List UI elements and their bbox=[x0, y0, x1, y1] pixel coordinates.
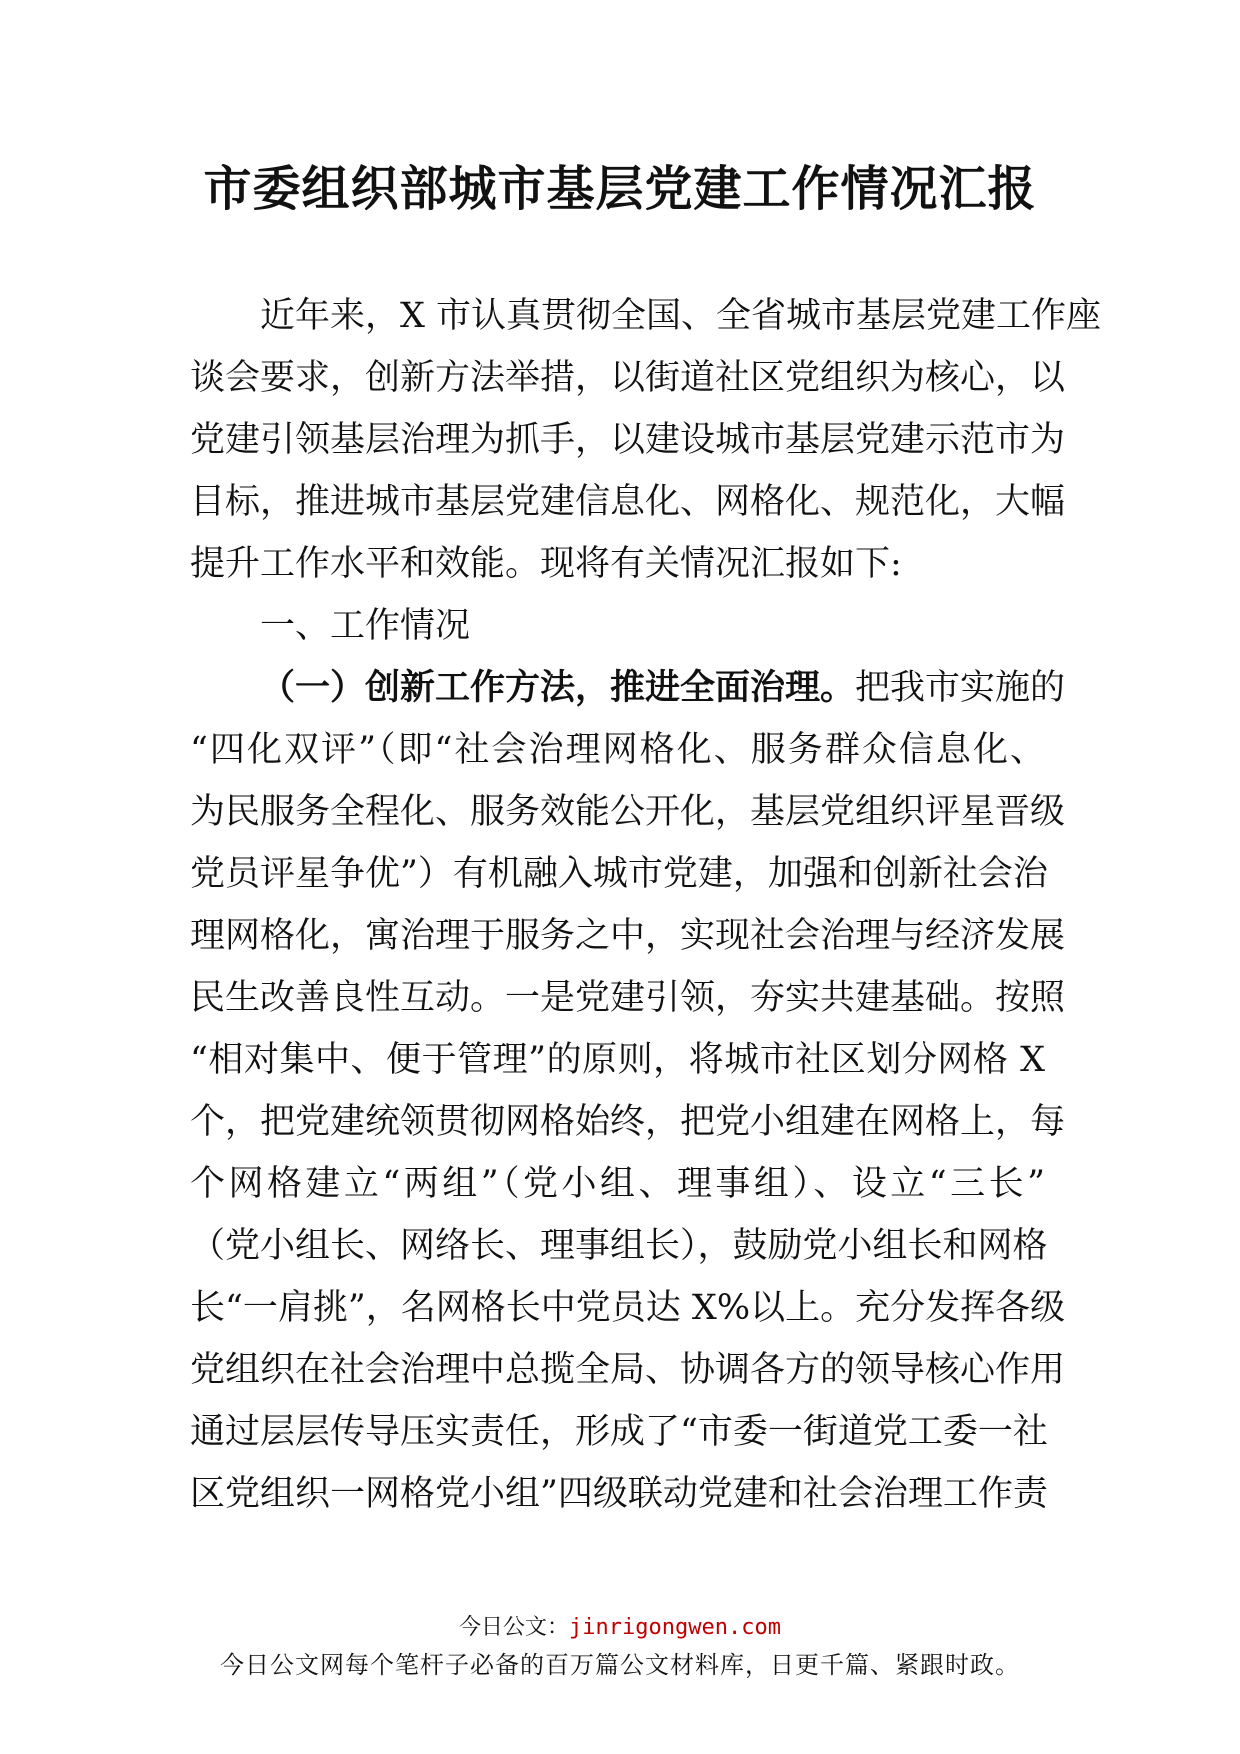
intro-line: 近年来，X 市认真贯彻全国、全省城市基层党建工作座 bbox=[260, 296, 1102, 336]
intro-line: 党建引领基层治理为抓手，以建设城市基层党建示范市为 bbox=[190, 420, 1066, 460]
footer-site-line bbox=[0, 1610, 1240, 1641]
subsection-first-line bbox=[190, 657, 1066, 719]
body-line: 党组织在社会治理中总揽全局、协调各方的领导核心作用 bbox=[190, 1350, 1066, 1390]
footer-site-link[interactable]: jinrigongwen.com bbox=[569, 1615, 781, 1640]
body-line: 理网格化，寓治理于服务之中，实现社会治理与经济发展 bbox=[190, 916, 1066, 956]
subsection-first-line-rest: 把我市实施的 bbox=[855, 668, 1066, 708]
document-body bbox=[190, 285, 1102, 1525]
body-line: 长“一肩挑”，名网格长中党员达 X%以上。充分发挥各级 bbox=[190, 1288, 1066, 1328]
footer-site-label: 今日公文： bbox=[459, 1615, 570, 1640]
body-line: 党员评星争优”）有机融入城市党建，加强和创新社会治 bbox=[190, 854, 1048, 894]
body-line: （党小组长、网络长、理事组长），鼓励党小组长和网格 bbox=[190, 1226, 1048, 1266]
body-line: 个，把党建统领贯彻网格始终，把党小组建在网格上，每 bbox=[190, 1102, 1066, 1142]
body-line: 通过层层传导压实责任，形成了“市委一街道党工委一社 bbox=[190, 1412, 1048, 1452]
body-line: 民生改善良性互动。一是党建引领，夯实共建基础。按照 bbox=[190, 978, 1066, 1018]
document-title: 市委组织部城市基层党建工作情况汇报 bbox=[203, 161, 1037, 217]
section-heading: 一、工作情况 bbox=[260, 606, 471, 646]
body-line: “相对集中、便于管理”的原则，将城市社区划分网格 X bbox=[190, 1040, 1045, 1080]
subsection-heading: （一）创新工作方法，推进全面治理。 bbox=[260, 668, 856, 708]
body-line: 为民服务全程化、服务效能公开化，基层党组织评星晋级 bbox=[190, 792, 1066, 832]
intro-line: 目标，推进城市基层党建信息化、网格化、规范化，大幅 bbox=[190, 482, 1066, 522]
body-line: 区党组织一网格党小组”四级联动党建和社会治理工作责 bbox=[190, 1474, 1048, 1514]
body-line: 个网格建立“两组”（党小组、理事组）、设立“三长” bbox=[190, 1164, 1045, 1204]
body-line: “四化双评”（即“社会治理网格化、服务群众信息化、 bbox=[190, 730, 1045, 770]
intro-line: 提升工作水平和效能。现将有关情况汇报如下: bbox=[190, 544, 902, 584]
footer-slogan: 今日公文网每个笔杆子必备的百万篇公文材料库，日更千篇、紧跟时政。 bbox=[220, 1651, 1020, 1679]
intro-line: 谈会要求，创新方法举措，以街道社区党组织为核心，以 bbox=[190, 358, 1066, 398]
